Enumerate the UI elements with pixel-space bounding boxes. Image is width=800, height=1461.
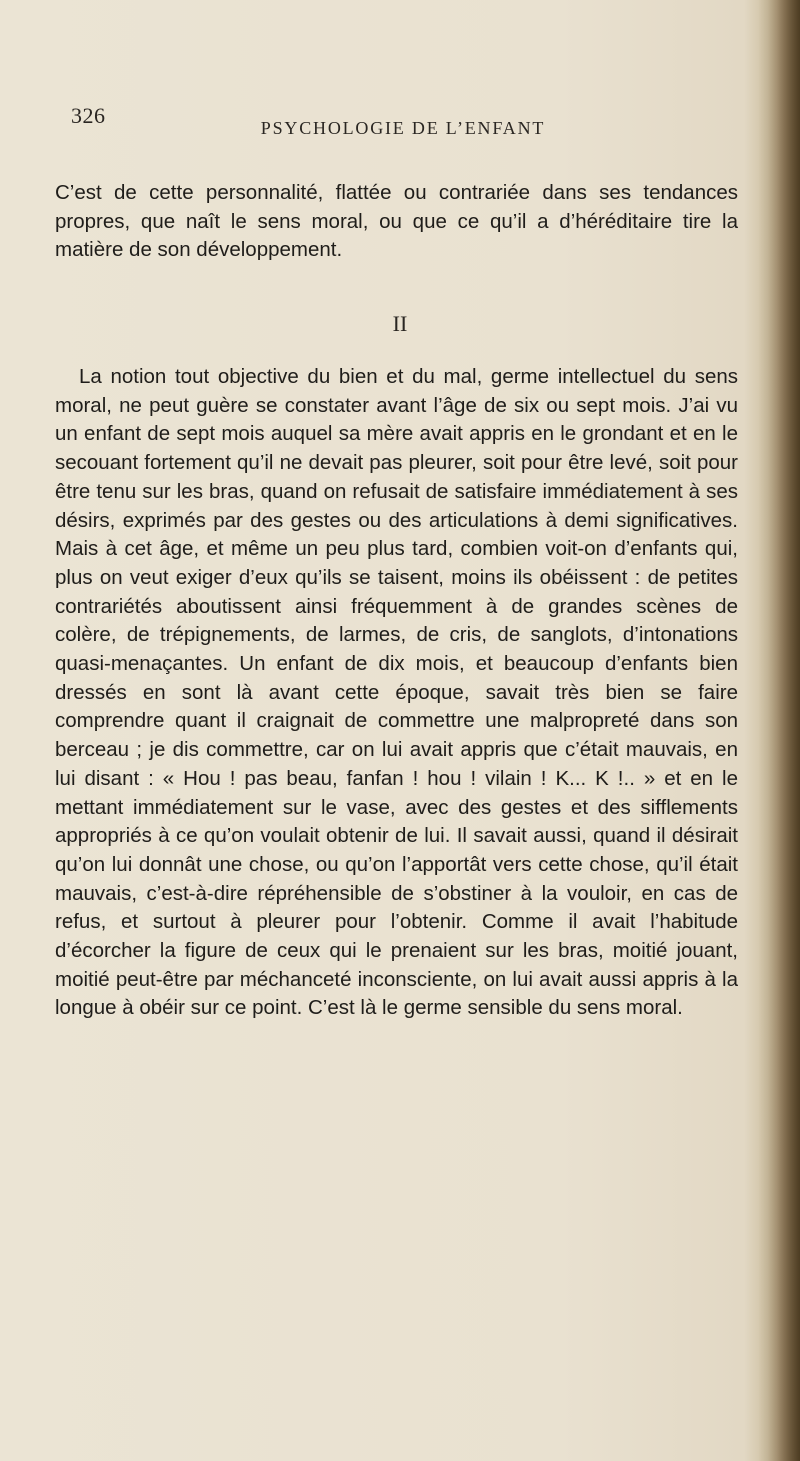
paragraph-1: C’est de cette personnalité, flattée ou contrariée dans ses tendances propres, que naît le sens moral, ou que ce qu’il a d’héréditaire tire la matière de son développement. (55, 181, 738, 262)
running-head: PSYCHOLOGIE DE L’ENFANT (260, 118, 546, 138)
page-edge-shadow (758, 0, 800, 1461)
page-header (71, 103, 731, 143)
section-numeral: II (392, 311, 408, 336)
paragraph-2: La notion tout objective du bien et du mal, germe intellectuel du sens moral, ne peut guère se constater avant l’âge de six ou sept mois. J’ai vu un enfant de sept mois auquel sa mère avait appris en le grondant et en le secouant fortement qu’il ne devait pas pleurer, soit pour être levé, soit pour être tenu sur les bras, quand on refusait de satisfaire immédiatement à ses désirs, exprimés par des gestes ou des articulations à demi significatives. Mais à cet âge, et même un peu plus tard, combien voit-on d’enfants qui, plus on veut exiger d’eux qu’ils se taisent, moins ils obéissent : de petites contrariétés aboutissent ainsi fréquemment à de grandes scènes de colère, de trépignements, de larmes, de cris, de sanglots, d’intonations quasi-menaçantes. Un enfant de dix mois, et beaucoup d’enfants bien dressés en sont là avant cette époque, savait très bien se faire comprendre quant il craignait de commettre une malpropreté dans son berceau ; je dis commettre, car on lui avait appris que c’était mauvais, en lui disant : « Hou ! pas beau, fanfan ! hou ! vilain ! K... K !.. » et en le mettant immédiatement sur le vase, avec des gestes et des sifflements appropriés à ce qu’on voulait obtenir de lui. Il savait aussi, quand il désirait qu’on lui donnât une chose, ou qu’on l’apportât vers cette chose, qu’il était mauvais, c’est-à-dire répréhensible de s’obstiner à la vouloir, en cas de refus, et surtout à pleurer pour l’obtenir. Comme il avait l’habitude d’écorcher la figure de ceux qui le prenaient sur les bras, moitié jouant, moitié peut-être par méchanceté inconsciente, on lui avait aussi appris à la longue à obéir sur ce point. C’est là le germe sensible du sens moral. (55, 365, 738, 1020)
page-number: 326 (71, 103, 106, 128)
